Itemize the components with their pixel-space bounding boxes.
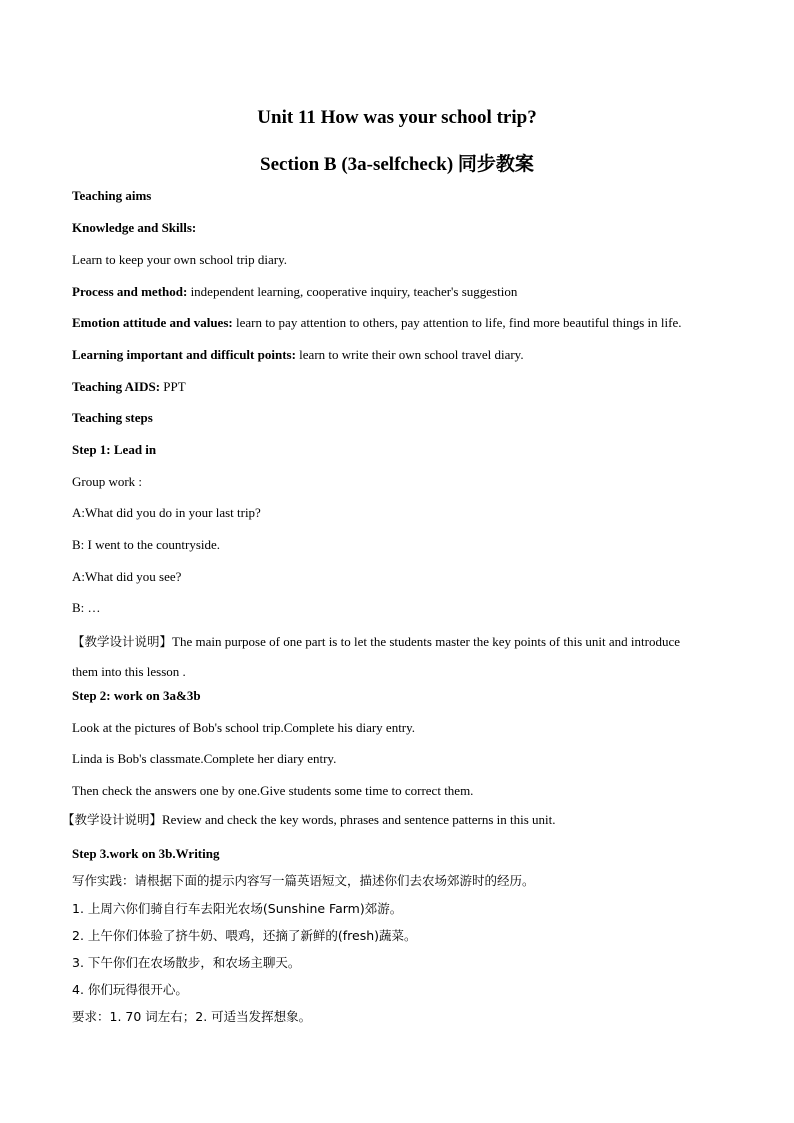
learning-points-line: [72, 347, 524, 363]
learn-diary-text: Learn to keep your own school trip diary.: [72, 252, 288, 267]
dialog-line-2: B: I went to the countryside.: [72, 537, 221, 552]
dialog-line-1: A:What did you do in your last trip?: [72, 505, 261, 520]
aids-label: Teaching AIDS:: [72, 379, 161, 394]
learning-label: Learning important and difficult points:: [72, 347, 296, 362]
process-text: independent learning, cooperative inquiry, teacher's suggestion: [187, 284, 518, 299]
dialog-line-4: B: …: [72, 600, 101, 615]
step2-line-3: Then check the answers one by one.Give students some time to correct them.: [72, 783, 474, 798]
step2-heading: Step 2: work on 3a&3b: [72, 688, 201, 703]
process-method-line: [72, 284, 517, 300]
design-note-2: [62, 810, 556, 828]
step1-heading: Step 1: Lead in: [72, 442, 157, 457]
teaching-steps-heading: Teaching steps: [72, 410, 153, 425]
writing-point-3: 3. 下午你们在农场散步，和农场主聊天。: [72, 955, 301, 970]
step2-line-2: Linda is Bob's classmate.Complete her diary entry.: [72, 751, 337, 766]
writing-requirement: 要求：1. 70 词左右；2. 可适当发挥想象。: [72, 1009, 312, 1024]
design-note-1-continued: them into this lesson .: [72, 664, 186, 679]
teaching-aims-heading: Teaching aims: [72, 188, 152, 203]
dialog-line-3: A:What did you see?: [72, 569, 182, 584]
aids-text: PPT: [160, 379, 186, 394]
section-title: Section B (3a-selfcheck) 同步教案: [260, 154, 534, 175]
writing-point-2: 2. 上午你们体验了挤牛奶、喂鸡，还摘了新鲜的(fresh)蔬菜。: [72, 928, 417, 943]
group-work-text: Group work :: [72, 474, 143, 489]
design-note-1-label: 【教学设计说明】: [72, 634, 173, 649]
design-note-1-text: The main purpose of one part is to let the students master the key points of this unit and introduce: [172, 634, 680, 649]
emotion-text: learn to pay attention to others, pay attention to life, find more beautiful things in life.: [232, 315, 682, 330]
writing-point-1: 1. 上周六你们骑自行车去阳光农场(Sunshine Farm)郊游。: [72, 901, 403, 916]
step3-heading: Step 3.work on 3b.Writing: [72, 846, 220, 861]
design-note-1: [72, 632, 680, 650]
process-label: Process and method:: [72, 284, 188, 299]
writing-point-4: 4. 你们玩得很开心。: [72, 982, 188, 997]
emotion-label: Emotion attitude and values:: [72, 315, 233, 330]
writing-instruction: 写作实践：请根据下面的提示内容写一篇英语短文，描述你们去农场郊游时的经历。: [72, 873, 535, 888]
teaching-aids-line: [72, 379, 186, 395]
design-note-2-label: 【教学设计说明】: [62, 812, 163, 827]
knowledge-skills-heading: Knowledge and Skills:: [72, 220, 197, 235]
emotion-line: [72, 315, 681, 331]
learning-text: learn to write their own school travel diary.: [295, 347, 524, 362]
step2-line-1: Look at the pictures of Bob's school trip.Complete his diary entry.: [72, 720, 416, 735]
unit-title: Unit 11 How was your school trip?: [257, 107, 537, 128]
design-note-2-text: Review and check the key words, phrases and sentence patterns in this unit.: [162, 812, 556, 827]
